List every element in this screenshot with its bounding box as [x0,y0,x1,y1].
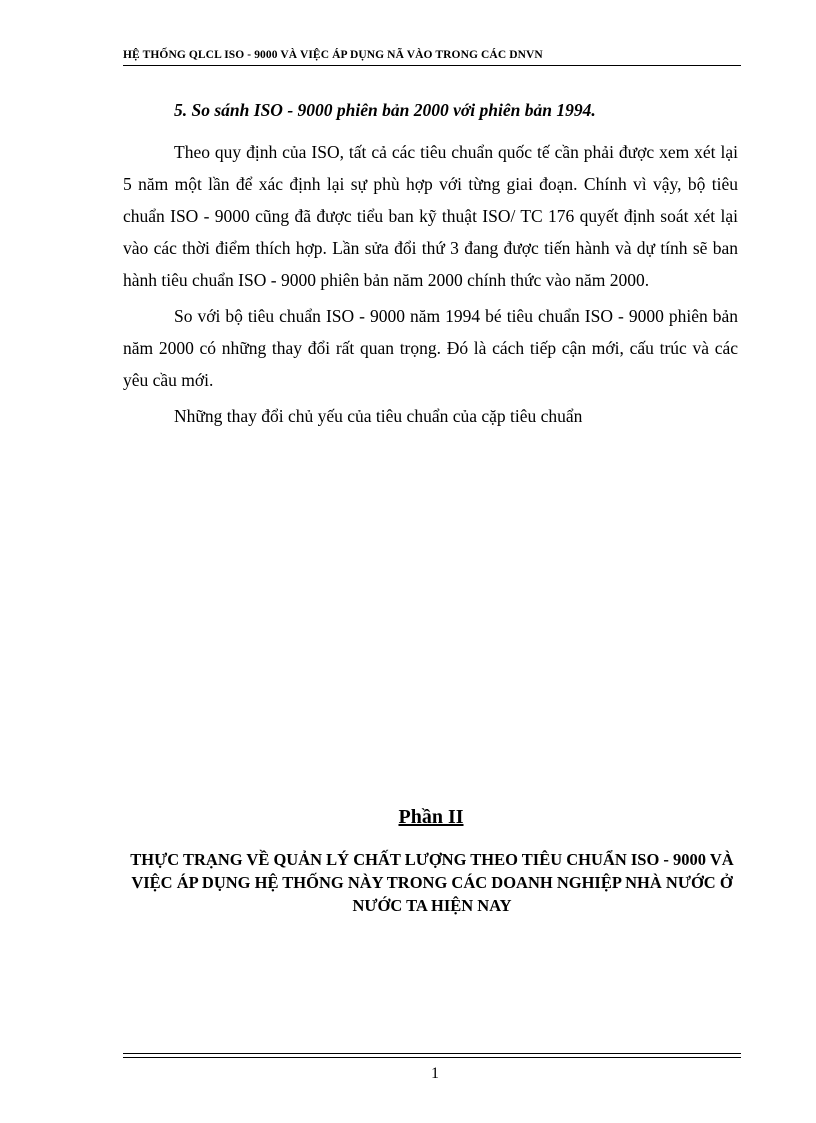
paragraph: Theo quy định của ISO, tất cả các tiêu chuẩn quốc tế cần phải được xem xét lại 5 năm một lần để xác định lại sự phù hợp với từng giai đoạn. Chính vì vậy, bộ tiêu chuẩn ISO - 9000 cũng đã được tiểu ban kỹ thuật ISO/ TC 176 quyết định soát xét lại vào các thời điểm thích hợp. Lần sửa đổi thứ 3 đang được tiến hành và dự tính sẽ ban hành tiêu chuẩn ISO - 9000 phiên bản năm 2000 chính thức vào năm 2000. [123,142,738,290]
paragraph: So với bộ tiêu chuẩn ISO - 9000 năm 1994 bé tiêu chuẩn ISO - 9000 phiên bản năm 2000 có những thay đổi rất quan trọng. Đó là cách tiếp cận mới, cấu trúc và các yêu cầu mới. [123,306,738,390]
footer-rule [123,1057,741,1058]
page-header: HỆ THỐNG QLCL ISO - 9000 VÀ VIỆC ÁP DỤNG NÃ VÀO TRONG CÁC DNVN [123,49,543,61]
part-title: Phần II [398,806,464,828]
body-text [123,136,738,436]
header-rule [123,65,741,66]
page-number: 1 [431,1065,439,1082]
paragraph: Những thay đổi chủ yếu của tiêu chuẩn của cặp tiêu chuẩn [174,406,583,426]
section-heading: 5. So sánh ISO - 9000 phiên bản 2000 với phiên bản 1994. [174,100,596,120]
footer-rule [123,1053,741,1054]
part-subtitle: THỰC TRẠNG VỀ QUẢN LÝ CHẤT LƯỢNG THEO TIÊU CHUẨN ISO - 9000 VÀ VIỆC ÁP DỤNG HỆ THỐNG NÀY TRONG CÁC DOANH NGHIỆP NHÀ NƯỚC Ở NƯỚC TA HIỆN NAY [130,850,734,915]
